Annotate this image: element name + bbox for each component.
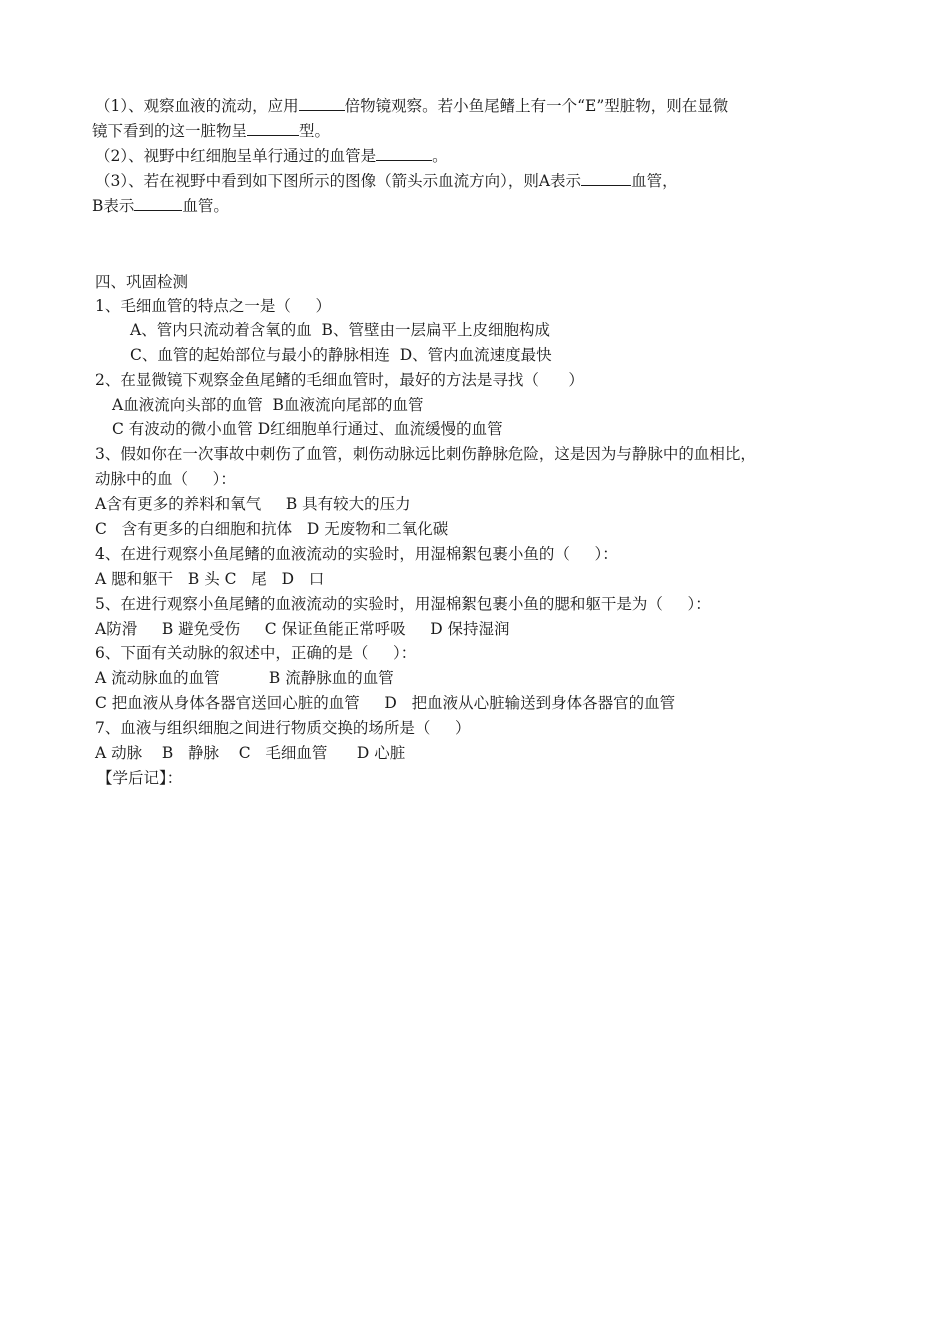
question-3-line-1: 3、假如你在一次事故中刺伤了血管，刺伤动脉远比刺伤静脉危险，这是因为与静脉中的血相比， bbox=[95, 445, 756, 463]
question-text: （1）、观察血液的流动，应用 bbox=[95, 97, 299, 115]
question-3-options-ab: A含有更多的养料和氧气 B 具有较大的压力 bbox=[95, 495, 411, 513]
question-1-options-ab: A、管内只流动着含氧的血 B、管壁由一层扁平上皮细胞构成 bbox=[130, 321, 550, 339]
question-3-1-line-1 bbox=[95, 96, 728, 118]
question-5: 5、在进行观察小鱼尾鳍的血液流动的实验时，用湿棉絮包裹小鱼的腮和躯干是为（ ）： bbox=[95, 595, 711, 613]
question-text: （2）、视野中红细胞呈单行通过的血管是 bbox=[95, 147, 377, 165]
question-5-options: A防滑 B 避免受伤 C 保证鱼能正常呼吸 D 保持湿润 bbox=[95, 620, 510, 638]
question-2: 2、在显微镜下观察金鱼尾鳍的毛细血管时，最好的方法是寻找（ ） bbox=[95, 371, 584, 389]
question-text: 倍物镜观察。若小鱼尾鳍上有一个“E”型脏物，则在显微 bbox=[344, 97, 729, 115]
question-3-line-2: 动脉中的血（ ）： bbox=[95, 470, 236, 488]
question-4-options: A 腮和躯干 B 头 C 尾 D 口 bbox=[95, 570, 325, 588]
question-text: （3）、若在视野中看到如下图所示的图像（箭头示血流方向），则A表示 bbox=[95, 172, 582, 190]
question-1-options-cd: C、血管的起始部位与最小的静脉相连 D、管内血流速度最快 bbox=[130, 346, 552, 364]
question-3-3-line-1 bbox=[95, 171, 678, 193]
answer-blank[interactable] bbox=[299, 96, 345, 111]
question-6: 6、下面有关动脉的叙述中，正确的是（ ）： bbox=[95, 644, 417, 662]
question-6-options-cd: C 把血液从身体各器官送回心脏的血管 D 把血液从心脏输送到身体各器官的血管 bbox=[95, 694, 676, 712]
question-text: 血管。 bbox=[182, 197, 229, 215]
answer-blank[interactable] bbox=[581, 171, 631, 186]
question-7: 7、血液与组织细胞之间进行物质交换的场所是（ ） bbox=[95, 719, 471, 737]
question-3-1-line-2 bbox=[92, 121, 330, 143]
question-4: 4、在进行观察小鱼尾鳍的血液流动的实验时，用湿棉絮包裹小鱼的（ ）： bbox=[95, 545, 618, 563]
question-text: 型。 bbox=[299, 122, 331, 140]
question-1: 1、毛细血管的特点之一是（ ） bbox=[95, 297, 331, 315]
question-text: 。 bbox=[432, 147, 448, 165]
notes-label: 【学后记】： bbox=[97, 769, 183, 787]
section-title: 四、巩固检测 bbox=[95, 273, 189, 291]
question-6-options-ab: A 流动脉血的血管 B 流静脉血的血管 bbox=[95, 669, 394, 687]
answer-blank[interactable] bbox=[134, 196, 182, 211]
question-text: 镜下看到的这一脏物呈 bbox=[92, 122, 248, 140]
question-text: B表示 bbox=[92, 197, 135, 215]
question-text: 血管， bbox=[631, 172, 678, 190]
question-3-options-cd: C 含有更多的白细胞和抗体 D 无废物和二氧化碳 bbox=[95, 520, 449, 538]
answer-blank[interactable] bbox=[376, 146, 432, 161]
question-2-options-ab: A血液流向头部的血管 B血液流向尾部的血管 bbox=[112, 396, 424, 414]
question-2-options-cd: C 有波动的微小血管 D红细胞单行通过、血流缓慢的血管 bbox=[112, 420, 503, 438]
question-3-3-line-2 bbox=[92, 196, 229, 218]
answer-blank[interactable] bbox=[247, 121, 299, 136]
question-3-2 bbox=[95, 146, 448, 168]
question-7-options: A 动脉 B 静脉 C 毛细血管 D 心脏 bbox=[95, 744, 406, 762]
